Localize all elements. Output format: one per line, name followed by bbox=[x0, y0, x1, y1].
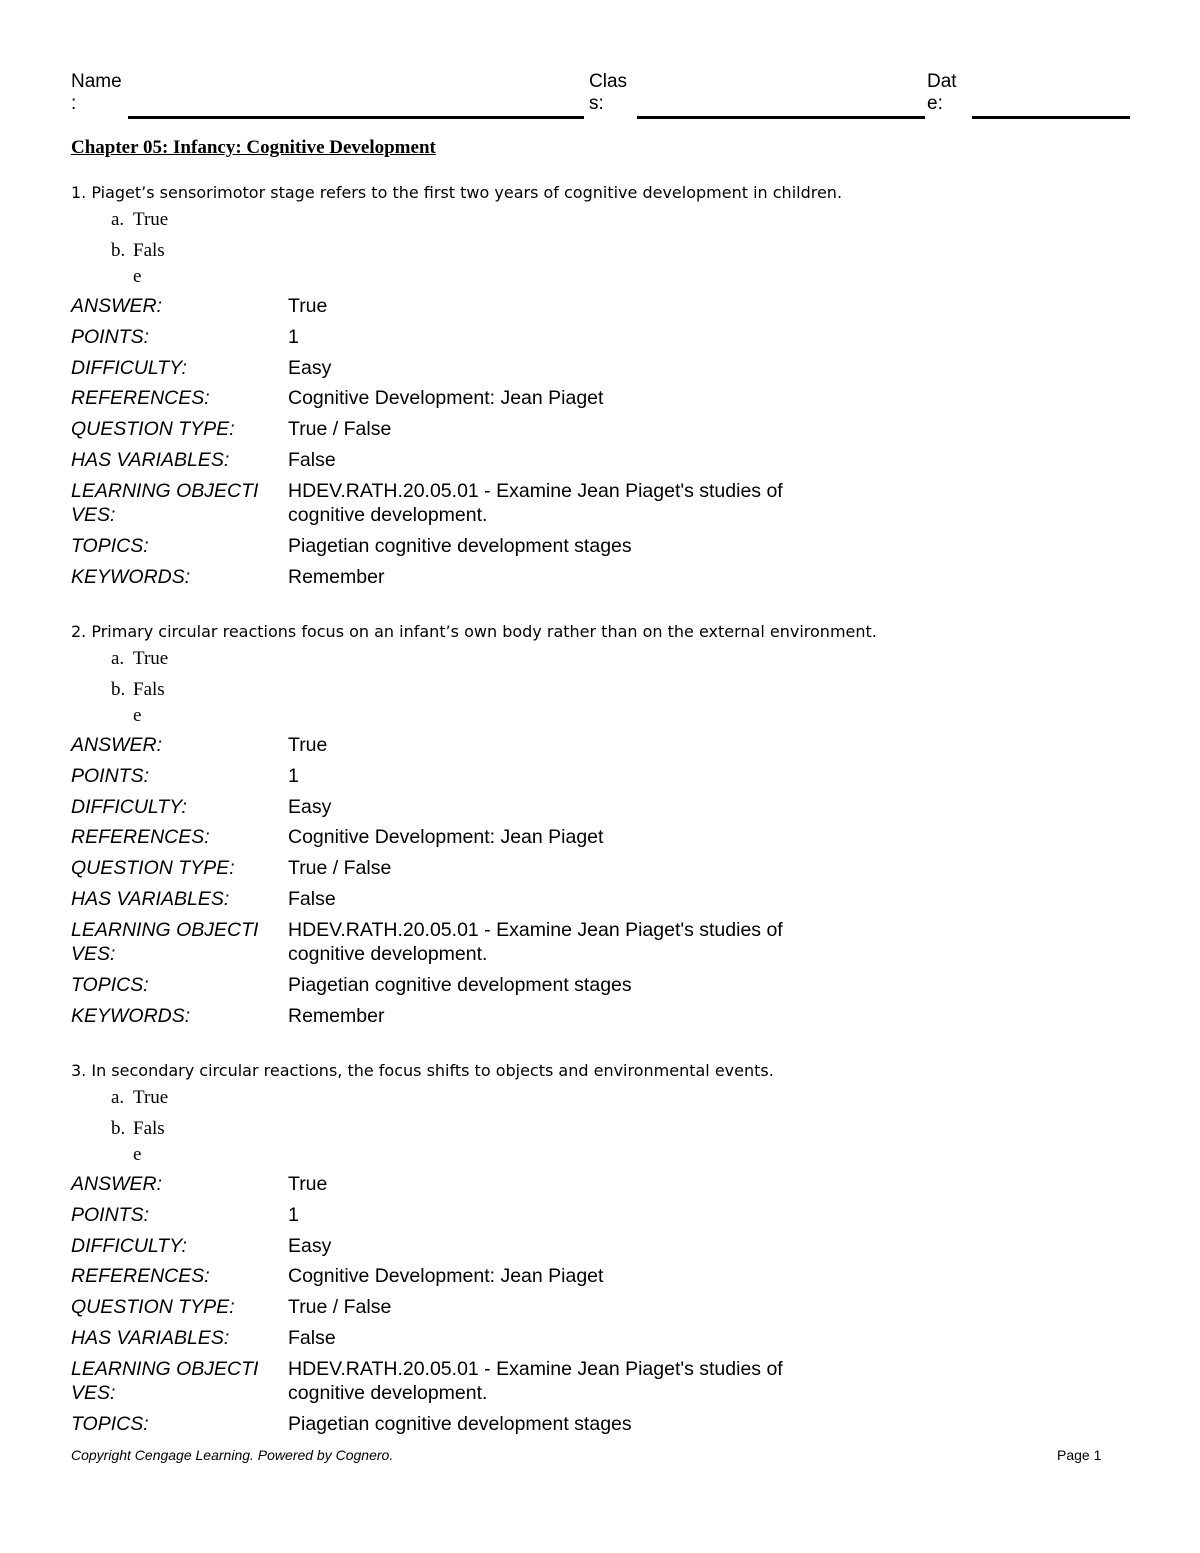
meta-value-line: True / False bbox=[288, 418, 392, 441]
meta-value-line: Cognitive Development: Jean Piaget bbox=[288, 387, 604, 410]
option-letter: a. bbox=[111, 648, 125, 669]
meta-key-line: TOPICS: bbox=[71, 534, 149, 557]
meta-key-line: ANSWER: bbox=[71, 295, 163, 317]
meta-key-line: QUESTION TYPE: bbox=[71, 857, 235, 880]
option-letter: b. bbox=[111, 1118, 126, 1139]
meta-key bbox=[71, 325, 286, 349]
meta-key bbox=[71, 795, 286, 819]
option-letter: b. bbox=[111, 240, 126, 261]
footer-page-number: Page 1 bbox=[1057, 1447, 1102, 1463]
meta-value bbox=[288, 294, 868, 318]
meta-value-line: True / False bbox=[288, 857, 392, 880]
name-field-line[interactable] bbox=[128, 116, 584, 119]
class-field-line[interactable] bbox=[637, 116, 925, 119]
meta-key bbox=[71, 1326, 286, 1350]
chapter-title: Chapter 05: Infancy: Cognitive Development bbox=[71, 137, 436, 158]
meta-key-line: LEARNING OBJECTI bbox=[71, 918, 259, 941]
meta-key-line: POINTS: bbox=[71, 325, 150, 348]
meta-value bbox=[288, 534, 868, 558]
meta-value bbox=[288, 1234, 868, 1258]
meta-value-line: HDEV.RATH.20.05.01 - Examine Jean Piaget's studies of bbox=[288, 918, 783, 941]
meta-key bbox=[71, 1357, 286, 1405]
meta-key bbox=[71, 1295, 286, 1319]
meta-value bbox=[288, 1326, 868, 1350]
meta-key bbox=[71, 386, 286, 410]
meta-key bbox=[71, 764, 286, 788]
meta-value bbox=[288, 356, 868, 380]
option-letter: a. bbox=[111, 1087, 125, 1108]
meta-value-line: Easy bbox=[288, 356, 332, 379]
question-prompt: 2. Primary circular reactions focus on an infant’s own body rather than on the external environment. bbox=[71, 622, 877, 641]
meta-key-line: VES: bbox=[71, 1381, 116, 1404]
option-a bbox=[111, 648, 168, 670]
meta-value-line: 1 bbox=[288, 325, 299, 348]
meta-key-line: POINTS: bbox=[71, 764, 150, 787]
meta-key bbox=[71, 1004, 286, 1028]
option-a bbox=[111, 1087, 168, 1109]
class-label: Clas s: bbox=[589, 71, 628, 114]
meta-value-line: False bbox=[288, 888, 336, 910]
meta-key-line: ANSWER: bbox=[71, 734, 163, 756]
meta-key bbox=[71, 1234, 286, 1258]
option-letter: b. bbox=[111, 679, 126, 700]
question-prompt: 3. In secondary circular reactions, the focus shifts to objects and environmental events. bbox=[71, 1061, 774, 1080]
meta-key bbox=[71, 973, 286, 997]
meta-key-line: LEARNING OBJECTI bbox=[71, 1357, 259, 1380]
meta-value-line: Remember bbox=[288, 565, 385, 588]
date-field-line[interactable] bbox=[972, 116, 1130, 119]
meta-key bbox=[71, 825, 286, 849]
meta-value bbox=[288, 1004, 868, 1028]
meta-value-line: Easy bbox=[288, 1234, 332, 1257]
meta-value bbox=[288, 479, 868, 527]
meta-key-line: HAS VARIABLES: bbox=[71, 449, 230, 471]
meta-value-line: 1 bbox=[288, 764, 299, 787]
meta-value-line: Remember bbox=[288, 1004, 385, 1027]
meta-key bbox=[71, 1412, 286, 1436]
meta-value-line: cognitive development. bbox=[288, 1381, 488, 1404]
meta-value bbox=[288, 825, 868, 849]
option-text: Fals bbox=[133, 1118, 165, 1139]
meta-key-line: QUESTION TYPE: bbox=[71, 1296, 235, 1319]
meta-key bbox=[71, 479, 286, 527]
meta-key bbox=[71, 448, 286, 472]
meta-key-line: VES: bbox=[71, 942, 116, 965]
meta-key-line: DIFFICULTY: bbox=[71, 795, 187, 818]
meta-key-line: REFERENCES: bbox=[71, 387, 210, 410]
name-label: Name : bbox=[71, 71, 122, 114]
meta-key-line: HAS VARIABLES: bbox=[71, 888, 230, 910]
option-b-wrap: e bbox=[133, 266, 142, 287]
meta-key-line: POINTS: bbox=[71, 1203, 150, 1226]
meta-key bbox=[71, 294, 286, 318]
meta-key bbox=[71, 1172, 286, 1196]
option-text: Fals bbox=[133, 679, 165, 700]
option-text: Fals bbox=[133, 240, 165, 261]
meta-value bbox=[288, 856, 868, 880]
meta-value-line: Easy bbox=[288, 795, 332, 818]
meta-key-line: DIFFICULTY: bbox=[71, 356, 187, 379]
meta-key-line: VES: bbox=[71, 503, 116, 526]
meta-key-line: LEARNING OBJECTI bbox=[71, 479, 259, 502]
meta-value-line: Cognitive Development: Jean Piaget bbox=[288, 826, 604, 849]
meta-value bbox=[288, 448, 868, 472]
meta-value-line: HDEV.RATH.20.05.01 - Examine Jean Piaget's studies of bbox=[288, 479, 783, 502]
option-b bbox=[111, 679, 165, 701]
option-text: True bbox=[133, 648, 169, 669]
meta-value-line: cognitive development. bbox=[288, 942, 488, 965]
option-letter: a. bbox=[111, 209, 125, 230]
meta-value bbox=[288, 1357, 868, 1405]
meta-value-line: Piagetian cognitive development stages bbox=[288, 534, 632, 557]
meta-value bbox=[288, 386, 868, 410]
meta-value-line: HDEV.RATH.20.05.01 - Examine Jean Piaget's studies of bbox=[288, 1357, 783, 1380]
meta-key bbox=[71, 856, 286, 880]
meta-key-line: ANSWER: bbox=[71, 1173, 163, 1195]
meta-key bbox=[71, 887, 286, 911]
meta-value bbox=[288, 1264, 868, 1288]
option-b bbox=[111, 240, 165, 262]
meta-key bbox=[71, 534, 286, 558]
meta-value-line: True / False bbox=[288, 1296, 392, 1319]
date-label: Dat e: bbox=[927, 71, 957, 114]
option-b bbox=[111, 1118, 165, 1140]
meta-key-line: TOPICS: bbox=[71, 973, 149, 996]
meta-value-line: 1 bbox=[288, 1203, 299, 1226]
option-b-wrap: e bbox=[133, 1144, 142, 1165]
meta-key-line: TOPICS: bbox=[71, 1412, 149, 1435]
meta-key bbox=[71, 918, 286, 966]
meta-value bbox=[288, 1412, 868, 1436]
meta-value-line: False bbox=[288, 449, 336, 471]
meta-value bbox=[288, 733, 868, 757]
meta-value-line: True bbox=[288, 295, 328, 317]
meta-value-line: cognitive development. bbox=[288, 503, 488, 526]
meta-key-line: REFERENCES: bbox=[71, 1265, 210, 1288]
meta-value-line: True bbox=[288, 1173, 328, 1195]
meta-key bbox=[71, 356, 286, 380]
meta-key-line: DIFFICULTY: bbox=[71, 1234, 187, 1257]
meta-key-line: HAS VARIABLES: bbox=[71, 1327, 230, 1349]
meta-value bbox=[288, 764, 868, 788]
meta-key-line: REFERENCES: bbox=[71, 826, 210, 849]
question-prompt: 1. Piaget’s sensorimotor stage refers to the first two years of cognitive development in children. bbox=[71, 183, 843, 202]
meta-value-line: Piagetian cognitive development stages bbox=[288, 973, 632, 996]
meta-value bbox=[288, 325, 868, 349]
option-b-wrap: e bbox=[133, 705, 142, 726]
meta-key bbox=[71, 417, 286, 441]
meta-key-line: KEYWORDS: bbox=[71, 565, 191, 588]
footer-copyright: Copyright Cengage Learning. Powered by Cognero. bbox=[71, 1447, 394, 1463]
meta-key bbox=[71, 565, 286, 589]
option-text: True bbox=[133, 1087, 169, 1108]
meta-value-line: True bbox=[288, 734, 328, 756]
meta-value bbox=[288, 1203, 868, 1227]
meta-value-line: Cognitive Development: Jean Piaget bbox=[288, 1265, 604, 1288]
meta-key-line: QUESTION TYPE: bbox=[71, 418, 235, 441]
meta-value bbox=[288, 973, 868, 997]
option-text: True bbox=[133, 209, 169, 230]
meta-value-line: False bbox=[288, 1327, 336, 1349]
meta-value bbox=[288, 887, 868, 911]
meta-value bbox=[288, 417, 868, 441]
meta-value bbox=[288, 1172, 868, 1196]
meta-key bbox=[71, 1264, 286, 1288]
meta-key bbox=[71, 733, 286, 757]
option-a bbox=[111, 209, 168, 231]
meta-key bbox=[71, 1203, 286, 1227]
meta-value bbox=[288, 918, 868, 966]
meta-key-line: KEYWORDS: bbox=[71, 1004, 191, 1027]
meta-value-line: Piagetian cognitive development stages bbox=[288, 1412, 632, 1435]
meta-value bbox=[288, 795, 868, 819]
meta-value bbox=[288, 1295, 868, 1319]
meta-value bbox=[288, 565, 868, 589]
